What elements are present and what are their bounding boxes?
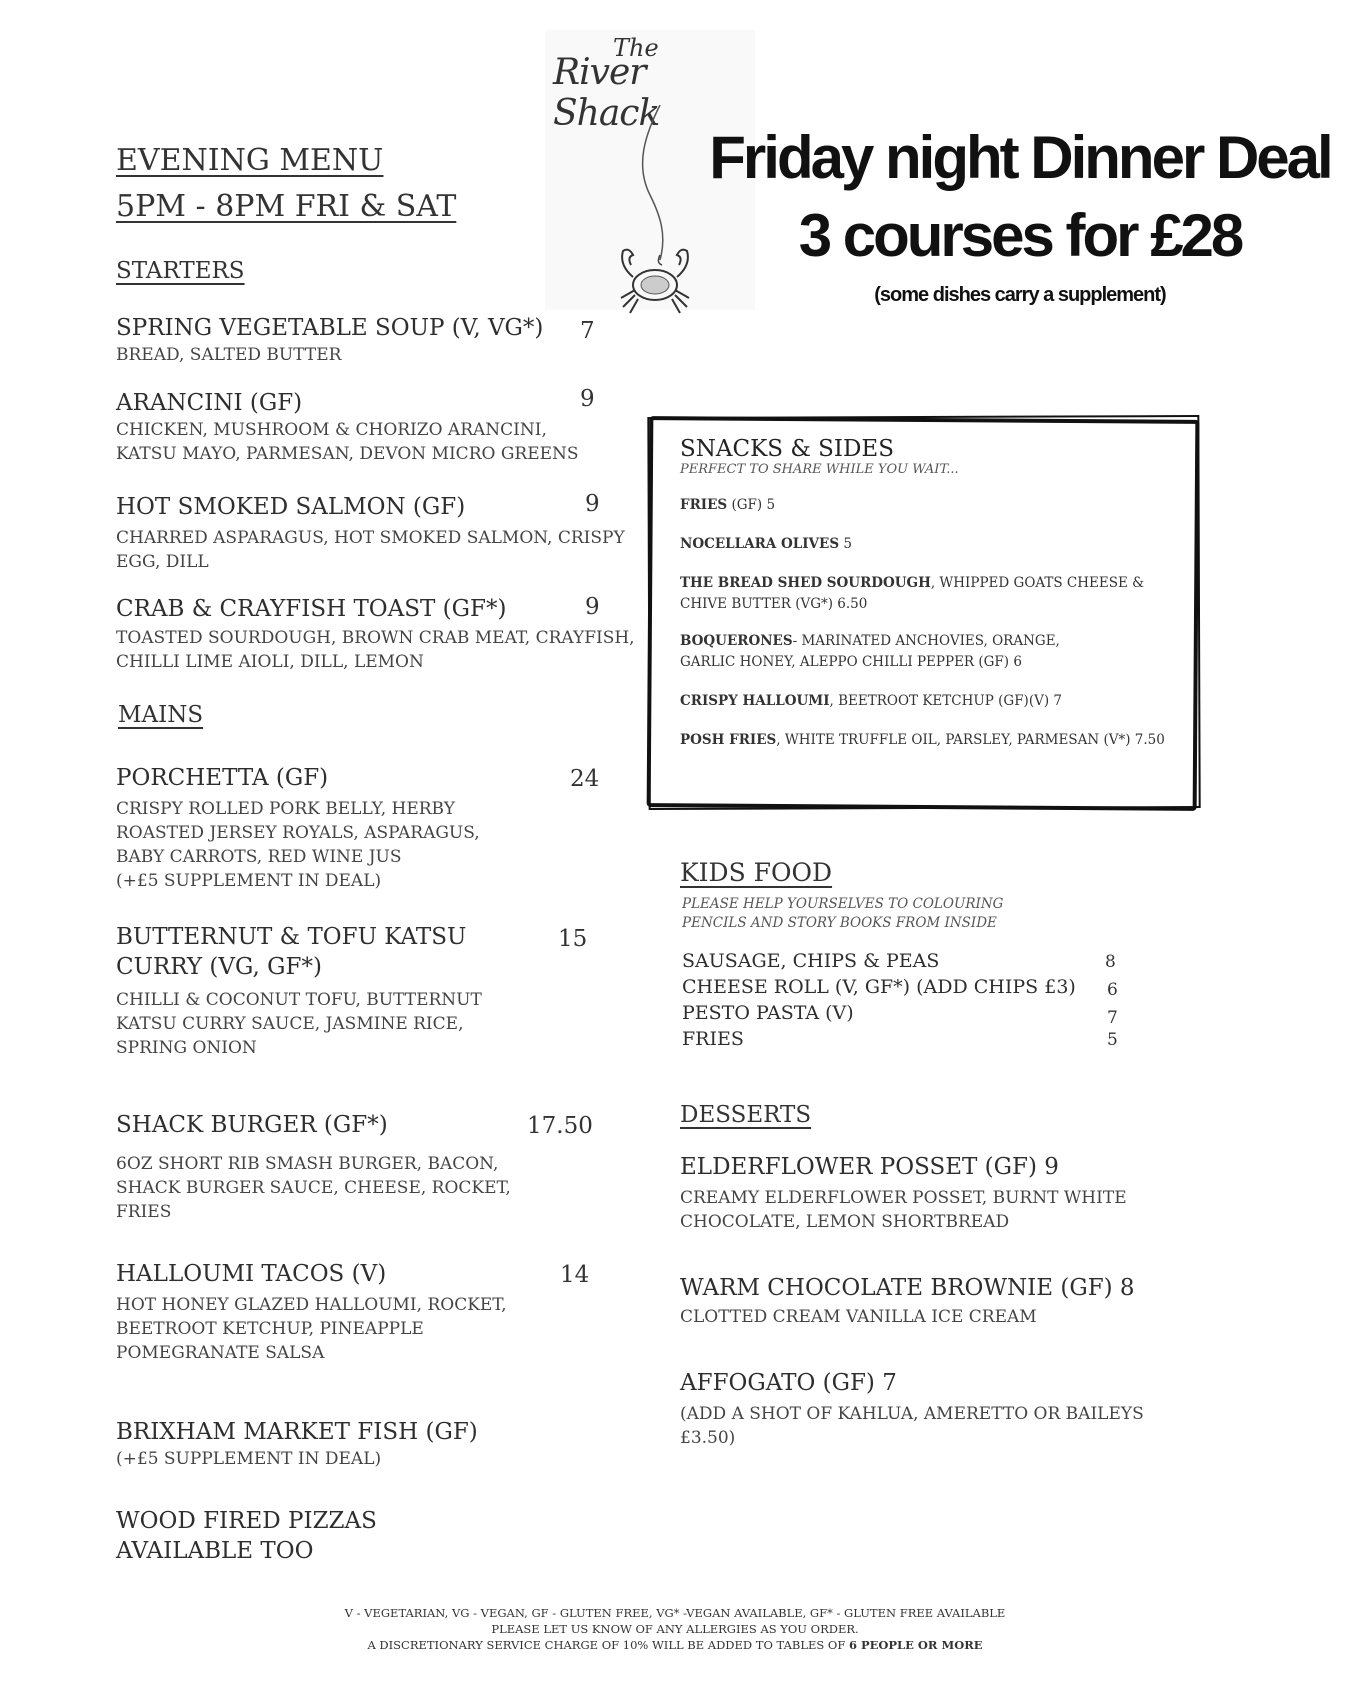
item-desc: CREAMY ELDERFLOWER POSSET, BURNT WHITE bbox=[680, 1188, 1127, 1208]
snack-item bbox=[680, 534, 1180, 555]
deal-title: Friday night Dinner Deal bbox=[709, 124, 1331, 191]
item-name: CRAB & CRAYFISH TOAST (GF*) bbox=[116, 596, 507, 622]
snack-detail: , WHIPPED GOATS CHEESE & bbox=[930, 575, 1145, 591]
kids-item-price: 6 bbox=[1107, 980, 1118, 1000]
starters-title: STARTERS bbox=[116, 258, 245, 284]
item-desc: BREAD, SALTED BUTTER bbox=[116, 345, 342, 365]
snack-name: BOQUERONES bbox=[680, 633, 793, 649]
item-desc: CHICKEN, MUSHROOM & CHORIZO ARANCINI, bbox=[116, 420, 547, 440]
item-desc: CRISPY ROLLED PORK BELLY, HERBY bbox=[116, 799, 455, 819]
item-name: SHACK BURGER (GF*) bbox=[116, 1112, 388, 1138]
snacks-subtitle: PERFECT TO SHARE WHILE YOU WAIT... bbox=[680, 462, 959, 477]
main-item bbox=[116, 1259, 507, 1365]
item-price: 7 bbox=[580, 318, 595, 344]
dessert-item bbox=[680, 1368, 1144, 1450]
dinner-deal bbox=[700, 118, 1340, 307]
service-charge-text: A DISCRETIONARY SERVICE CHARGE OF 10% WILL BE ADDED TO TABLES OF bbox=[367, 1638, 849, 1652]
dessert-item bbox=[680, 1273, 1135, 1329]
snack-name: THE BREAD SHED SOURDOUGH bbox=[680, 575, 931, 591]
item-price: 9 bbox=[585, 594, 600, 620]
item-desc: KATSU CURRY SAUCE, JASMINE RICE, bbox=[116, 1014, 464, 1034]
main-item bbox=[116, 1110, 511, 1224]
snack-item bbox=[680, 573, 1180, 615]
item-desc: POMEGRANATE SALSA bbox=[116, 1343, 325, 1363]
snack-detail: CHIVE BUTTER (VG*) 6.50 bbox=[680, 596, 868, 612]
item-name: HALLOUMI TACOS (V) bbox=[116, 1261, 387, 1287]
item-name: PORCHETTA (GF) bbox=[116, 765, 329, 791]
snack-item bbox=[680, 495, 1180, 516]
item-desc: KATSU MAYO, PARMESAN, DEVON MICRO GREENS bbox=[116, 444, 579, 464]
item-desc: CHARRED ASPARAGUS, HOT SMOKED SALMON, CRISPY bbox=[116, 528, 625, 548]
kids-item-name: SAUSAGE, CHIPS & PEAS bbox=[682, 950, 940, 972]
kids-item-name: CHEESE ROLL (V, GF*) (ADD CHIPS £3) bbox=[682, 976, 1076, 998]
item-desc: EGG, DILL bbox=[116, 552, 209, 572]
item-name: HOT SMOKED SALMON (GF) bbox=[116, 494, 466, 520]
item-name: ELDERFLOWER POSSET (GF) 9 bbox=[680, 1154, 1059, 1180]
snack-item bbox=[680, 691, 1180, 712]
main-item bbox=[116, 1417, 478, 1471]
snack-name: CRISPY HALLOUMI bbox=[680, 693, 830, 709]
snack-detail: , WHITE TRUFFLE OIL, PARSLEY, PARMESAN (V*) 7.50 bbox=[776, 732, 1165, 748]
main-item bbox=[116, 763, 480, 893]
item-desc: £3.50) bbox=[680, 1428, 736, 1448]
item-desc: (ADD A SHOT OF KAHLUA, AMERETTO OR BAILEYS bbox=[680, 1404, 1144, 1424]
kids-item-name: FRIES bbox=[682, 1028, 744, 1050]
logo-the: The bbox=[613, 34, 659, 62]
item-name: SPRING VEGETABLE SOUP (V, VG*) bbox=[116, 315, 544, 341]
snacks-title: SNACKS & SIDES bbox=[680, 436, 894, 462]
kids-item bbox=[682, 950, 1122, 976]
item-price: 9 bbox=[585, 491, 600, 517]
snack-detail: (GF) 5 bbox=[727, 497, 776, 513]
pizza-line: WOOD FIRED PIZZAS bbox=[116, 1508, 377, 1534]
item-desc: CHILLI & COCONUT TOFU, BUTTERNUT bbox=[116, 990, 482, 1010]
item-desc: 6OZ SHORT RIB SMASH BURGER, BACON, bbox=[116, 1154, 499, 1174]
main-item bbox=[116, 922, 482, 1060]
kids-item-price: 5 bbox=[1107, 1030, 1118, 1050]
item-price: 17.50 bbox=[527, 1113, 593, 1139]
kids-note-line: PLEASE HELP YOURSELVES TO COLOURING bbox=[682, 896, 1004, 912]
crab-on-line-icon bbox=[605, 105, 715, 315]
footer-notes bbox=[0, 1605, 1350, 1653]
pizza-note bbox=[116, 1506, 377, 1566]
snack-detail: 5 bbox=[839, 536, 852, 552]
menu-header bbox=[116, 138, 456, 230]
item-price: 9 bbox=[580, 386, 595, 412]
snack-detail: - MARINATED ANCHOVIES, ORANGE, bbox=[792, 633, 1060, 649]
kids-note-line: PENCILS AND STORY BOOKS FROM INSIDE bbox=[682, 915, 997, 931]
item-desc: BEETROOT KETCHUP, PINEAPPLE bbox=[116, 1319, 424, 1339]
item-name: BUTTERNUT & TOFU KATSU bbox=[116, 924, 467, 950]
desserts-title: DESSERTS bbox=[680, 1102, 812, 1128]
kids-item bbox=[682, 1002, 1122, 1028]
logo-name: River Shack bbox=[553, 52, 660, 134]
mains-title: MAINS bbox=[118, 702, 204, 728]
snack-name: FRIES bbox=[680, 497, 728, 513]
dietary-key: V - VEGETARIAN, VG - VEGAN, GF - GLUTEN FREE, VG* -VEGAN AVAILABLE, GF* - GLUTEN FREE AVAILABLE bbox=[344, 1606, 1006, 1620]
kids-item-price: 8 bbox=[1105, 952, 1116, 972]
snack-name: NOCELLARA OLIVES bbox=[680, 536, 840, 552]
allergy-note: PLEASE LET US KNOW OF ANY ALLERGIES AS YOU ORDER. bbox=[491, 1622, 859, 1636]
item-desc: HOT HONEY GLAZED HALLOUMI, ROCKET, bbox=[116, 1295, 507, 1315]
kids-note bbox=[682, 895, 1003, 933]
starter-item bbox=[116, 313, 543, 367]
item-desc: FRIES bbox=[116, 1202, 172, 1222]
item-desc: CHOCOLATE, LEMON SHORTBREAD bbox=[680, 1212, 1010, 1232]
kids-title: KIDS FOOD bbox=[680, 858, 833, 887]
dessert-item bbox=[680, 1152, 1127, 1234]
item-name: BRIXHAM MARKET FISH (GF) bbox=[116, 1419, 478, 1445]
item-desc: CHILLI LIME AIOLI, DILL, LEMON bbox=[116, 652, 424, 672]
item-price: 24 bbox=[570, 766, 600, 792]
item-desc: CLOTTED CREAM VANILLA ICE CREAM bbox=[680, 1307, 1037, 1327]
snacks-section bbox=[680, 436, 1180, 751]
snack-detail: GARLIC HONEY, ALEPPO CHILLI PEPPER (GF) 6 bbox=[680, 654, 1022, 670]
item-name: CURRY (VG, GF*) bbox=[116, 954, 322, 980]
service-charge-group: 6 PEOPLE OR MORE bbox=[848, 1638, 983, 1652]
item-price: 14 bbox=[560, 1262, 590, 1288]
kids-item bbox=[682, 1028, 1122, 1054]
starter-item bbox=[116, 594, 635, 674]
item-desc: SHACK BURGER SAUCE, CHEESE, ROCKET, bbox=[116, 1178, 511, 1198]
deal-price: 3 courses for £28 bbox=[798, 202, 1242, 269]
starter-item bbox=[116, 388, 579, 466]
snack-item bbox=[680, 730, 1180, 751]
snack-item bbox=[680, 631, 1180, 673]
starter-item bbox=[116, 492, 625, 574]
item-desc: (+£5 SUPPLEMENT IN DEAL) bbox=[116, 871, 382, 891]
menu-title: EVENING MENU bbox=[116, 143, 384, 178]
snack-name: POSH FRIES bbox=[680, 732, 777, 748]
item-price: 15 bbox=[558, 926, 588, 952]
item-desc: BABY CARROTS, RED WINE JUS bbox=[116, 847, 402, 867]
item-desc: (+£5 SUPPLEMENT IN DEAL) bbox=[116, 1449, 382, 1469]
service-charge-note bbox=[0, 1637, 1350, 1653]
kids-list bbox=[682, 950, 1122, 1054]
item-desc: ROASTED JERSEY ROYALS, ASPARAGUS, bbox=[116, 823, 480, 843]
deal-note: (some dishes carry a supplement) bbox=[874, 284, 1166, 306]
item-name: WARM CHOCOLATE BROWNIE (GF) 8 bbox=[680, 1275, 1135, 1301]
menu-hours: 5PM - 8PM FRI & SAT bbox=[116, 189, 457, 224]
kids-item bbox=[682, 976, 1122, 1002]
item-desc: TOASTED SOURDOUGH, BROWN CRAB MEAT, CRAYFISH, bbox=[116, 628, 635, 648]
snack-detail: , BEETROOT KETCHUP (GF)(V) 7 bbox=[829, 693, 1062, 709]
kids-item-name: PESTO PASTA (V) bbox=[682, 1002, 854, 1024]
pizza-line: AVAILABLE TOO bbox=[116, 1538, 314, 1564]
item-name: AFFOGATO (GF) 7 bbox=[680, 1370, 897, 1396]
item-desc: SPRING ONION bbox=[116, 1038, 257, 1058]
item-name: ARANCINI (GF) bbox=[116, 390, 303, 416]
kids-item-price: 7 bbox=[1107, 1008, 1118, 1028]
